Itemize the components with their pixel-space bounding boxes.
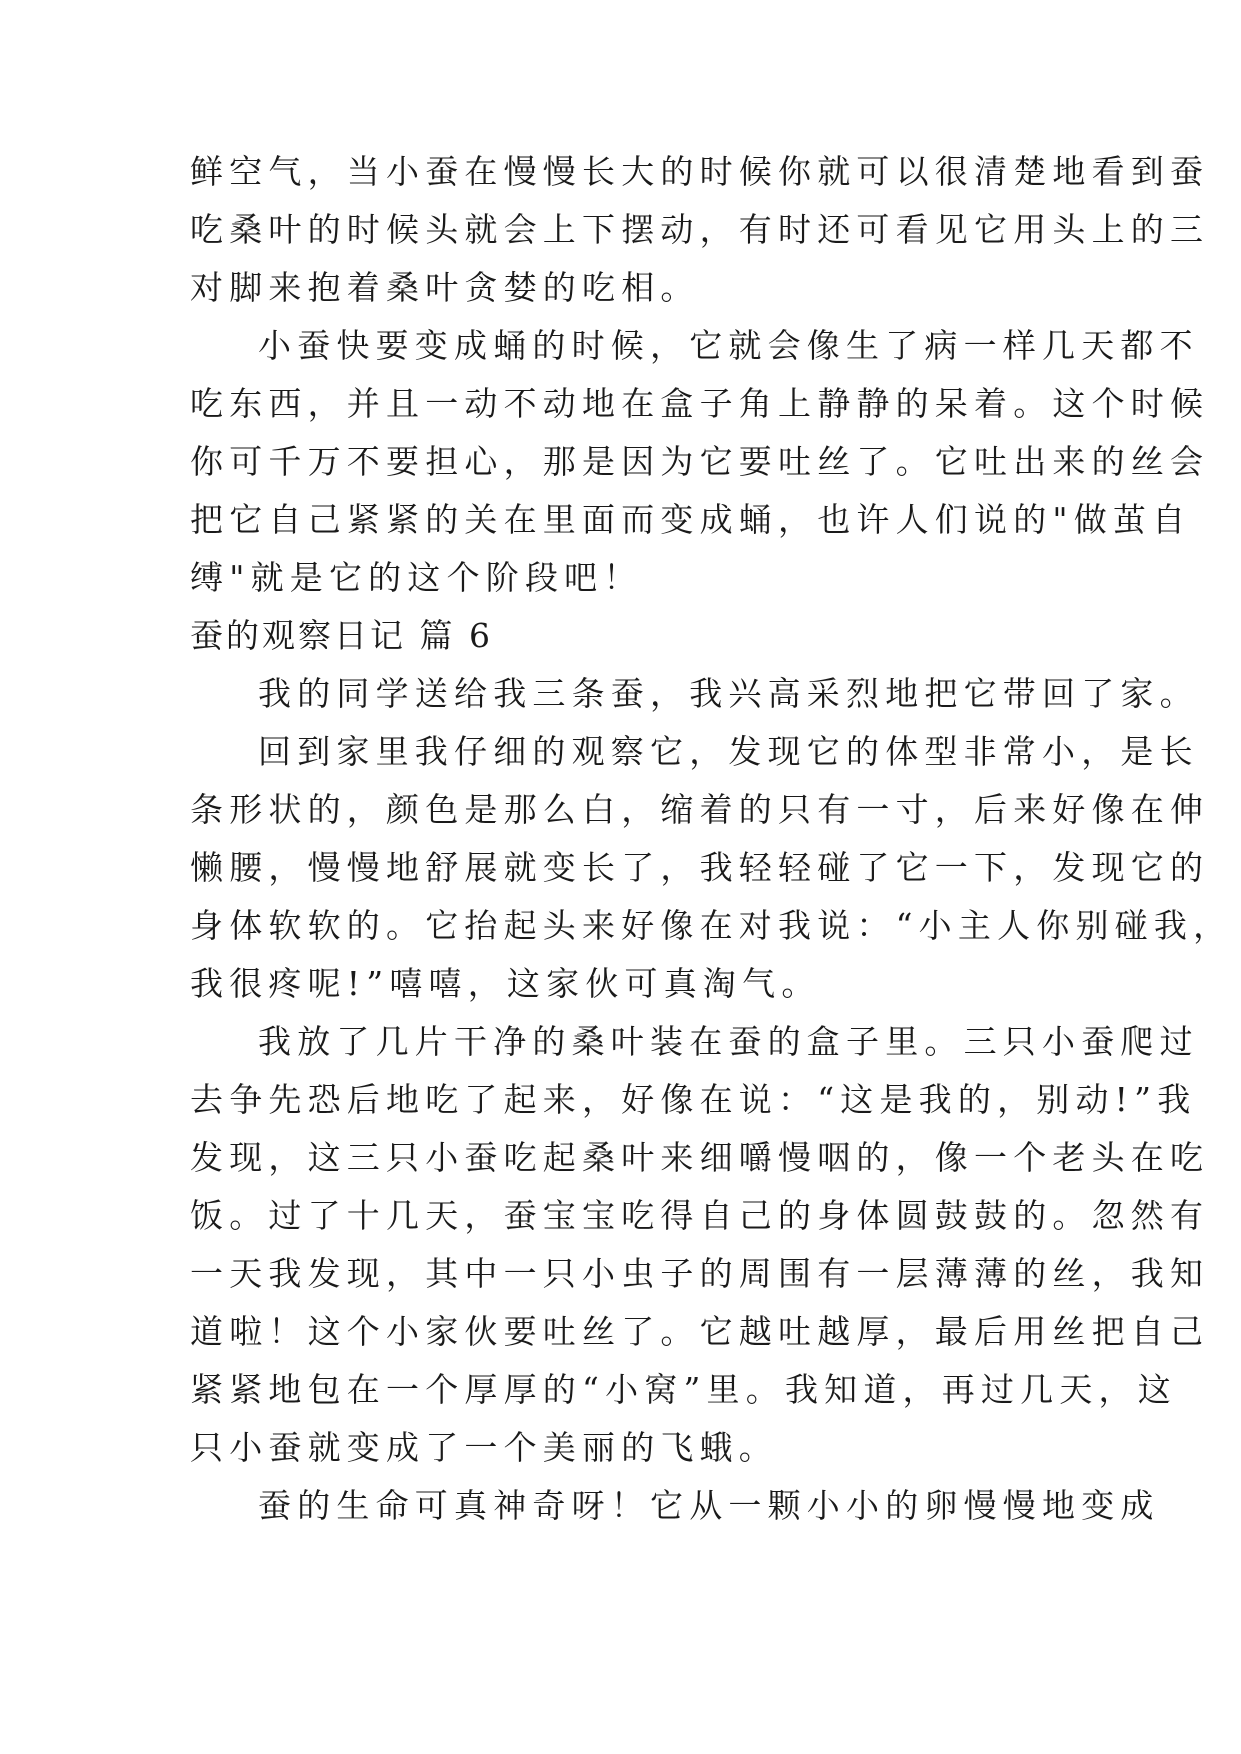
- text-line: 小蚕快要变成蛹的时候，它就会像生了病一样几天都不: [258, 326, 1199, 365]
- text-line: 道啦！这个小家伙要吐丝了。它越吐越厚，最后用丝把自己: [190, 1312, 1210, 1351]
- text-line: 吃桑叶的时候头就会上下摆动，有时还可看见它用头上的三: [190, 210, 1210, 249]
- text-line: 紧紧地包在一个厚厚的“小窝”里。我知道，再过几天，这: [190, 1370, 1177, 1409]
- section-heading: 蚕的观察日记 篇 6: [190, 616, 493, 655]
- text-line: 去争先恐后地吃了起来，好像在说：“这是我的，别动!”我: [190, 1080, 1197, 1119]
- text-line: 吃东西，并且一动不动地在盒子角上静静的呆着。这个时候: [190, 384, 1210, 423]
- text-line: 发现，这三只小蚕吃起桑叶来细嚼慢咽的，像一个老头在吃: [190, 1138, 1210, 1177]
- text-line: 鲜空气，当小蚕在慢慢长大的时候你就可以很清楚地看到蚕: [190, 152, 1210, 191]
- text-line: 条形状的，颜色是那么白，缩着的只有一寸，后来好像在伸: [190, 790, 1210, 829]
- text-line: 身体软软的。它抬起头来好像在对我说：“小主人你别碰我，: [190, 906, 1233, 945]
- text-line: 饭。过了十几天，蚕宝宝吃得自己的身体圆鼓鼓的。忽然有: [190, 1196, 1210, 1235]
- text-line: 我很疼呢!”嘻嘻，这家伙可真淘气。: [190, 964, 821, 1003]
- text-line: 我放了几片干净的桑叶装在蚕的盒子里。三只小蚕爬过: [258, 1022, 1199, 1061]
- text-line: 蚕的生命可真神奇呀！它从一颗小小的卵慢慢地变成: [258, 1486, 1160, 1525]
- text-line: 缚"就是它的这个阶段吧！: [190, 558, 643, 597]
- document-page: [190, 143, 1233, 1535]
- text-line: 只小蚕就变成了一个美丽的飞蛾。: [190, 1428, 778, 1467]
- text-line: 懒腰，慢慢地舒展就变长了，我轻轻碰了它一下，发现它的: [190, 848, 1210, 887]
- text-line: 一天我发现，其中一只小虫子的周围有一层薄薄的丝，我知: [190, 1254, 1210, 1293]
- text-line: 我的同学送给我三条蚕，我兴高采烈地把它带回了家。: [258, 674, 1199, 713]
- text-line: 你可千万不要担心，那是因为它要吐丝了。它吐出来的丝会: [190, 442, 1210, 481]
- text-line: 回到家里我仔细的观察它，发现它的体型非常小，是长: [258, 732, 1199, 771]
- text-line: 对脚来抱着桑叶贪婪的吃相。: [190, 268, 700, 307]
- text-line: 把它自己紧紧的关在里面而变成蛹，也许人们说的"做茧自: [190, 500, 1192, 539]
